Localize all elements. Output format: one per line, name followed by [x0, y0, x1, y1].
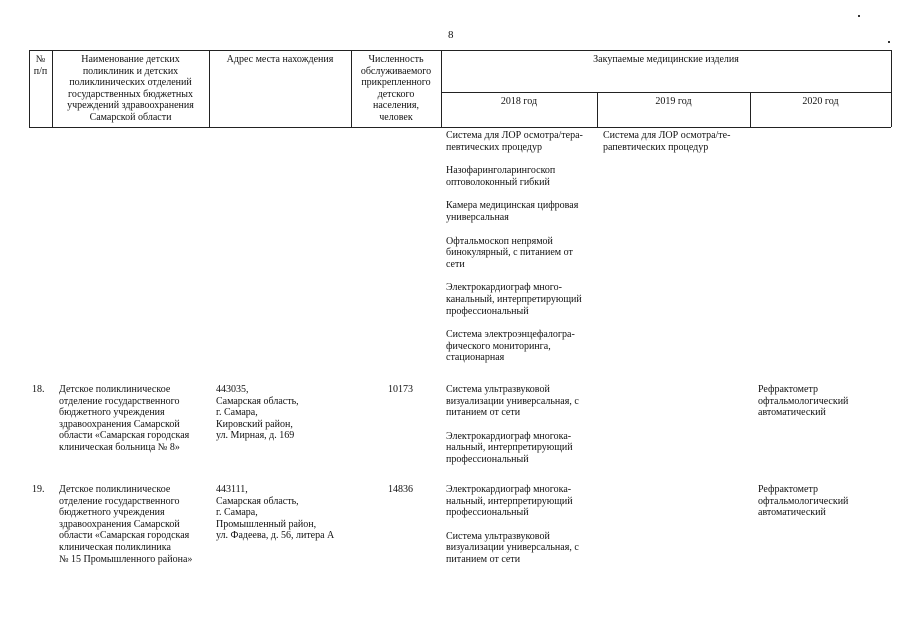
- row-number: 19.: [32, 484, 45, 495]
- header-year-2019: 2019 год: [655, 96, 692, 107]
- list-item: Система ультразвуковой визуализации универсальная, с питанием от сети: [446, 530, 579, 565]
- scan-speck: [888, 41, 890, 43]
- institution-name: Детское поликлиническое отделение государственного бюджетного учреждения здравоохранения Самарской области «Самарская городская клиническая больница № 8»: [59, 384, 190, 453]
- continuation-2018-list: [446, 130, 583, 376]
- list-item: Система ультразвуковой визуализации универсальная, с питанием от сети: [446, 384, 579, 419]
- list-item: Камера медицинская цифровая универсальная: [446, 200, 579, 223]
- page-number: 8: [448, 29, 454, 41]
- header-address: Адрес места нахождения: [226, 54, 334, 65]
- list-item: Электрокардиограф много- канальный, интерпретирующий профессиональный: [446, 282, 582, 317]
- population: 14836: [388, 484, 413, 495]
- list-item: Назофаринголарингоскоп оптоволоконный гибкий: [446, 165, 556, 188]
- equipment-2018: [446, 484, 579, 566]
- list-item: Электрокардиограф многока- нальный, интерпретирующий профессиональный: [446, 430, 573, 465]
- equipment-2020: Рефрактометр офтальмологический автоматический: [758, 384, 849, 419]
- header-name: Наименование детских поликлиник и детских поликлинических отделений государственных бюджетных учреждений здравоохранения Самарской области: [67, 54, 194, 123]
- continuation-2019-list: [603, 130, 730, 153]
- header-purchased: Закупаемые медицинские изделия: [593, 54, 739, 65]
- header-year-2020: 2020 год: [802, 96, 839, 107]
- list-item: Система для ЛОР осмотра/тера- певтических процедур: [446, 130, 583, 153]
- population: 10173: [388, 384, 413, 395]
- header-population: Численность обслуживаемого прикрепленного детского населения, человек: [360, 54, 432, 123]
- scan-speck: [858, 15, 860, 17]
- equipment-2020: Рефрактометр офтальмологический автоматический: [758, 484, 849, 519]
- equipment-2018: [446, 384, 579, 466]
- header-year-2018: 2018 год: [500, 96, 538, 107]
- list-item: Офтальмоскоп непрямой бинокулярный, с питанием от сети: [446, 235, 573, 270]
- list-item: Электрокардиограф многока- нальный, интерпретирующий профессиональный: [446, 484, 573, 519]
- header-num: № п/п: [33, 54, 48, 77]
- address: 443111, Самарская область, г. Самара, Промышленный район, ул. Фадеева, д. 56, литера А: [216, 484, 335, 542]
- row-number: 18.: [32, 384, 45, 395]
- list-item: Система электроэнцефалогра- фического мониторинга, стационарная: [446, 329, 575, 364]
- list-item: Система для ЛОР осмотра/те- рапевтических процедур: [603, 130, 731, 153]
- institution-name: Детское поликлиническое отделение государственного бюджетного учреждения здравоохранения Самарской области «Самарская городская клиническая поликлиника № 15 Промышленного района»: [59, 484, 193, 565]
- address: 443035, Самарская область, г. Самара, Кировский район, ул. Мирная, д. 169: [216, 384, 299, 442]
